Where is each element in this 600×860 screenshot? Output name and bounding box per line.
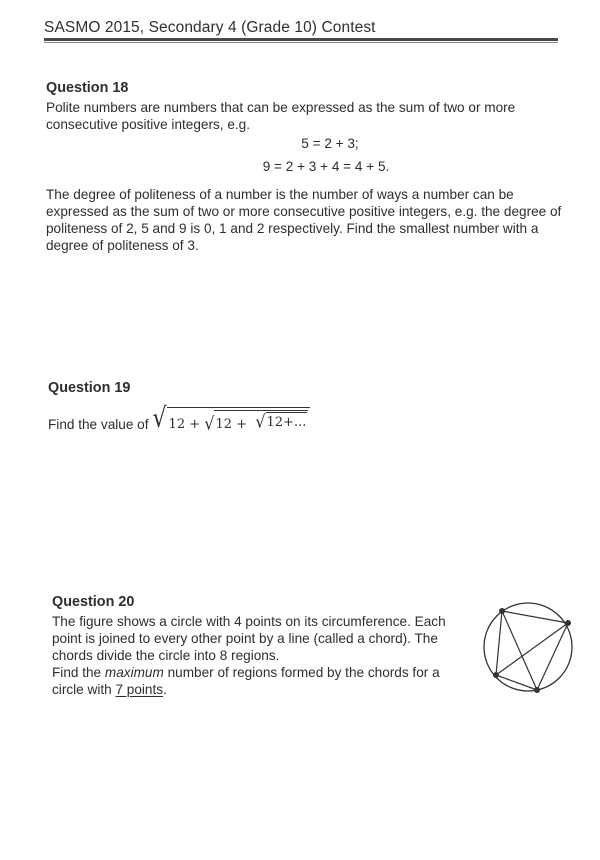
question-18-intro: Polite numbers are numbers that can be expressed as the sum of two or more consecutive positive integers, e.g. bbox=[46, 100, 516, 132]
radical-term-middle: 12 + bbox=[215, 417, 248, 432]
header-rule-thick bbox=[44, 38, 558, 41]
question-19-line bbox=[48, 403, 568, 435]
find-end: . bbox=[163, 682, 167, 697]
question-18 bbox=[46, 80, 566, 254]
figure-points bbox=[493, 608, 571, 693]
find-middle: number of regions formed by the chords for a circle with bbox=[52, 665, 440, 697]
question-20-title: Question 20 bbox=[52, 594, 135, 610]
radical-sign-middle: √ bbox=[204, 413, 215, 435]
question-20-find bbox=[52, 664, 472, 698]
circle-chords-figure bbox=[478, 600, 578, 696]
radical-sign-inner: √ bbox=[255, 411, 266, 433]
question-18-title: Question 18 bbox=[46, 80, 129, 96]
radical-term-outer: 12 + bbox=[168, 417, 201, 432]
equation-5: 5 = 2 + 3; bbox=[301, 136, 359, 151]
radical-body-outer bbox=[167, 407, 311, 433]
radical-middle bbox=[204, 410, 308, 433]
question-20 bbox=[52, 594, 472, 698]
question-20-body: The figure shows a circle with 4 points on its circumference. Each point is joined to every other point by a line (called a chord). The chords divide the circle into 8 regions. bbox=[52, 614, 446, 663]
radical-term-inner: 12+... bbox=[266, 412, 308, 431]
page-header: SASMO 2015, Secondary 4 (Grade 10) Contest bbox=[44, 19, 376, 36]
radical-body-middle bbox=[214, 410, 308, 433]
find-prefix: Find the bbox=[52, 665, 102, 680]
find-emphasis: maximum bbox=[104, 665, 164, 680]
figure-chords bbox=[496, 611, 568, 690]
find-underline: 7 points bbox=[115, 682, 164, 697]
question-19 bbox=[48, 380, 568, 433]
header-rule-thin bbox=[44, 42, 558, 43]
question-19-prompt: Find the value of bbox=[48, 417, 149, 432]
question-19-title: Question 19 bbox=[48, 380, 131, 396]
radical-sign-outer: √ bbox=[152, 403, 167, 435]
radical-inner bbox=[255, 412, 307, 431]
nested-radical bbox=[152, 403, 311, 435]
question-18-body: The degree of politeness of a number is the number of ways a number can be expressed as the sum of two or more consecutive positive integers, e.g. the degree of politeness of 2, 5 and 9 is 0, 1 and 2 respectively. Find the smallest number with a degree of politeness of 3. bbox=[46, 187, 562, 253]
equation-9: 9 = 2 + 3 + 4 = 4 + 5. bbox=[262, 159, 390, 174]
